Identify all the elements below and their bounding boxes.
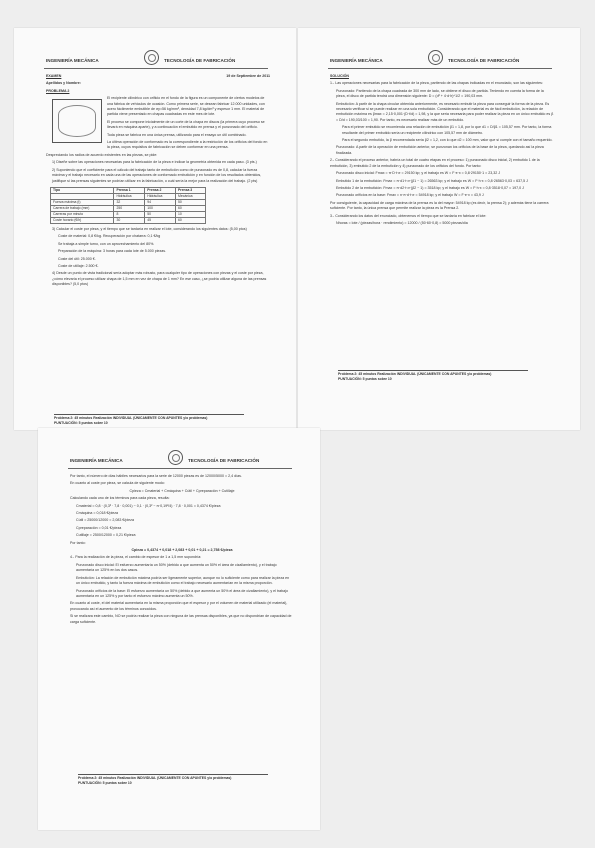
operation-item: Punzonado: A partir de la operación de embutición anterior, se punzonan los orificios de la base de la pieza, quedando así la pieza finalizada. — [336, 145, 544, 155]
university-logo-icon — [144, 50, 159, 65]
header-right: TECNOLOGÍA DE FABRICACIÓN — [448, 58, 520, 63]
table-cell: 60 — [176, 217, 206, 223]
calculation-item: Punzonado disco inicial: Fmax = π·D·t·σ = 29150 kp; y el trabajo es W = F·e·x = 0,8·29150·1 = 23,32 J — [336, 171, 501, 176]
footer-line: Problema 2: 45 minutos Realización INDIVIDUAL (ÚNICAMENTE CON APUNTES y/o problemas) — [54, 414, 244, 421]
name-label: Apellidos y Nombre: — [46, 81, 81, 86]
table-header-cell: Prensa 2 — [145, 187, 176, 193]
cost-item: Se trabaja a simple turno, con un aprovechamiento del 80%. — [58, 241, 155, 246]
question-1: 1) Diseñe sobre las operaciones necesarias para la fabricación de la pieza e indicar la geometría obtenida en cada paso. (3 pts.) — [52, 160, 257, 165]
page-body — [330, 74, 554, 228]
header-rule — [44, 68, 268, 69]
cost-item: Coste de material: 0,8 €/kg. Recuperación por chatarra: 0,1 €/kg — [58, 234, 161, 239]
table-cell: 10 — [176, 211, 206, 217]
table-header-cell: Prensa 3 — [176, 187, 206, 193]
table-cell: 8 — [114, 211, 145, 217]
footer-line: PUNTUACIÓN: 5 puntos sobre 10 — [54, 421, 108, 425]
operation-item: Embutición: A partir de la chapa circular obtenida anteriormente, es necesario embutir la pieza para conseguir la forma de la pieza. Es necesario verificar si se puede realizar en una sola embutición. Considerando que el material es de fácil embutición, la relación de embutición máxima es βmax = 2,15·0,001·(D·t/d) = 1,98, y la que sería necesaria para poder realizar la pieza en un único embutido es β = D/d = 190,03/100 = 1,90. Por tanto, es necesario realizar más de un embutido. — [336, 101, 554, 122]
header-rule — [68, 468, 292, 469]
cylinder-figure — [52, 99, 102, 143]
footer-line: Problema 2: 45 minutos Realización INDIVIDUAL (ÚNICAMENTE CON APUNTES y/o problemas) — [338, 370, 528, 377]
calculation-item: Punzonado orificios en la base: Fmax = n·π·d·t·σ = 54918 kp; y el trabajo W = F·e·x = 43,9 J — [336, 193, 484, 198]
cost-item: Coste de utillaje: 2.500 €. — [58, 263, 99, 268]
table-cell: Fuerza máxima (t) — [51, 199, 114, 205]
page-header — [298, 28, 580, 76]
table-cell: 50 — [176, 199, 206, 205]
header-left: INGENIERÍA MECÁNICA — [46, 58, 99, 63]
press-table — [50, 187, 206, 224]
table-cell: Carrera de trabajo (mm) — [51, 205, 114, 211]
effect-item: Punzonado disco inicial: El esfuerzo aumentaría un 50% (debido a que aumenta un 50% el área de cizallamiento), y el trabajo aumentaría un 125% en los dos casos. — [76, 562, 277, 573]
question-2: 2) Suponiendo que el coeficiente para el cálculo del trabajo tanto de embutición como de punzonado es de 0,8, calcular la fuerza máxima y el trabajo necesario en cada una de las operaciones de conformado embutición y en función de los resultados obtenidos, justifique si las prensas siguientes se podrían utilizar en la fabricación, o cuál sería la mejor para la realización del trabajo. (2 pts) — [52, 167, 262, 183]
table-header-cell: Tipo — [51, 187, 114, 193]
solution-paragraph: 1.- Las operaciones necesarias para la fabricación de la pieza, partiendo de las chapas indicadas en el enunciado, son las siguientes: — [330, 81, 543, 86]
solution-paragraph: 4.- Para la realización de la pieza, el cambio de espesor de 1 a 1,5 mm supondría: — [70, 555, 202, 560]
university-logo-icon — [168, 450, 183, 465]
intro-paragraph: Toda pieza se fabrica en una única prensa, utilizando para el ensayo un útil combinado. — [107, 132, 247, 137]
question-4: 4) Desde un punto de vista tradicional sería adoptar más robusto, para cualquier tipo de operaciones con piezas y el coste por pieza, ¿cómo elevaría el proceso utilizar chapa de 1,5 mm en vez de chapa de 1 mm? En ese caso, ¿se podría utilizar alguna de las prensas disponibles? (5,0 ptos) — [52, 271, 267, 287]
header-left: INGENIERÍA MECÁNICA — [330, 58, 383, 63]
table-header-cell: Prensa 1 — [114, 187, 145, 193]
cost-item: Cutillaje = 2500/12000 = 0,21 €/pieza — [76, 533, 136, 538]
page-footer — [78, 774, 268, 786]
formula: Nhoras = lote / (piezas/hora · rendimiento) = 12000 / (50·60·0,8) = 5000 piezas/día — [336, 220, 468, 225]
question-3: 3) Calcular el coste por pieza, y el tiempo que se tardaría en realizar el lote, considerando los siguientes datos: (5,00 ptos) — [52, 226, 247, 231]
header-right: TECNOLOGÍA DE FABRICACIÓN — [164, 58, 236, 63]
cost-item: Preparación de la máquina: 3 horas para cada lote de 5.000 piezas. — [58, 249, 167, 254]
intro-paragraph: Despreciando los radios de acuerdo existentes en las piezas, se pide: — [46, 152, 158, 157]
solution-paragraph: En cuanto al coste, el del material aumentaría en la misma proporción que el espesor y por el volumen de material utilizado (el material), provocando así el aumento de los términos conocidos. — [70, 601, 288, 611]
exam-page-1 — [14, 28, 296, 430]
table-cell: Hidráulica — [114, 193, 145, 199]
table-cell: 60 — [176, 205, 206, 211]
cost-item: Cmáquina = 0,018 €/pieza — [76, 511, 119, 516]
formula: Cpieza = 0,4374 + 0,018 + 2,083 + 0,01 + 0,21 = 2,758 €/pieza — [131, 548, 233, 553]
table-cell: Hidráulica — [145, 193, 176, 199]
operation-item: Para el primer embutido se recomienda una relación de embutición β1 = 1,8, por lo que d1 = D/β1 = 105,57 mm. Por tanto, la forma resultante del primer embutido sería un recipiente cilíndrico con 105,57 mm de diámetro. — [342, 125, 552, 135]
exam-date: 19 de Septiembre de 2011 — [226, 74, 270, 78]
page-header — [38, 428, 320, 476]
page-header — [14, 28, 296, 76]
footer-line: PUNTUACIÓN: 5 puntos sobre 10 — [338, 377, 392, 381]
solution-paragraph: Por tanto: — [70, 540, 86, 545]
table-cell: 32 — [114, 199, 145, 205]
calculation-item: Embutido 2 de la embutición: Fmax = π·d2·t·σ·(β2 − 1) = 3518 kp; y el trabajo es W = F·h·x = 0,8·3518·0,07 = 197,0 J — [336, 185, 524, 190]
calculation-item: Embutido 1 de la embutición: Fmax = π·d1·t·σ·(β1 − 1) = 26563 kp; y el trabajo es W = F·h·x = 0,8·26563·0,03 = 637,5 J — [336, 178, 528, 183]
cost-item: Cmaterial = 0,8 · (0,3² · 7,8 · 0,001) − 0,1 · (0,3² − π·0,19²/4) · 7,8 · 0,001 = 0,4374 €/pieza — [76, 503, 221, 508]
solution-paragraph: Por tanto, el número de días hábiles necesarios para la serie de 12000 piezas es de 12000/5000 = 2,4 días. — [70, 474, 242, 478]
table-cell: Mecánica — [176, 193, 206, 199]
solution-paragraph: 3.- Considerando los datos del enunciado, obtenemos el tiempo que se tardaría en fabricar el lote: — [330, 213, 487, 218]
solution-paragraph: 2.- Considerando el proceso anterior, habría un total de cuatro etapas en el proceso: 1) punzonado disco inicial, 2) embutido 1 de la embutición, 3) embutido 2 de la embutición y 4) punzonado de los orificios del fondo. Por tanto: — [330, 158, 540, 168]
page-footer — [338, 370, 528, 382]
operation-item: Punzonado: Partiendo de la chapa cuadrada de 300 mm de lado, se obtiene el disco de partida. Teniendo en cuenta la forma de la pieza, el disco de partida tendrá una dimensión siguiente: D = (d² + 4·d·h)^1/2 = 190,03 mm. — [336, 88, 544, 99]
table-cell: Carreras por minuto — [51, 211, 114, 217]
cost-item: Cútil = 25000/12000 = 2,083 €/pieza — [76, 518, 134, 523]
intro-paragraph: El recipiente cilíndrico con orificio en el fondo de la figura es un componente de ciertos modelos de una fábrica de vehículos de ocasión. Como primera serie, se desean fabricar 12.000 unidades, con acero fácilmente embutible de σy=56 kg/mm², densidad 7,8 kg/dm³ y espesor 1 mm. El material de partida viene presentado en chapas cuadradas en este mes de lote. — [107, 96, 265, 117]
table-cell: Coste horario (€/h) — [51, 217, 114, 223]
effect-item: Embutición: La relación de embutición máxima podría ser ligeramente superior, aunque no lo suficiente como para realizar la pieza en un único embutido, y tanto la fuerza máxima de embutición como el trabajo necesario aumentarían en la misma proporción. — [76, 575, 290, 586]
solution-paragraph: Calculando cada uno de los términos para cada pieza, resulta: — [70, 496, 170, 501]
operation-item: Para el segundo embutido, la β recomendada sería β2 = 1,2, con lo que d2 = 100 mm, valor que sí cumple con el tamaño requerido. — [342, 138, 553, 143]
table-cell: 50 — [145, 211, 176, 217]
header-rule — [328, 68, 552, 69]
page-body — [70, 474, 294, 627]
exam-page-3 — [38, 428, 320, 830]
cost-item: Coste del útil: 25.000 €. — [58, 256, 96, 261]
solution-paragraph: En cuanto al coste por pieza, se calcula de siguiente modo: — [70, 481, 165, 486]
cost-item: Cpreparación = 0,01 €/pieza — [76, 525, 122, 530]
header-left: INGENIERÍA MECÁNICA — [70, 458, 123, 463]
exam-label: EXAMEN — [46, 74, 62, 78]
solution-paragraph: Si se realizara este cambio, NO se podría realizar la pieza con ninguna de las prensas disponibles, ya que no dispondrían de capacidad de carga suficiente. — [70, 614, 292, 624]
table-row — [51, 217, 206, 223]
table-cell: 30 — [114, 217, 145, 223]
exam-page-2 — [298, 28, 580, 430]
solution-paragraph: Por consiguiente, la capacidad de carga máxima de la prensa es la del mayor: 54918 kp (es decir, la prensa 2); y además tiene la carrera suficiente. Por tanto, la única prensa que permite realizar la pieza es la Prensa 2. — [330, 200, 549, 211]
table-cell: 45 — [145, 217, 176, 223]
header-right: TECNOLOGÍA DE FABRICACIÓN — [188, 458, 260, 463]
footer-line: PUNTUACIÓN: 5 puntos sobre 10 — [78, 781, 132, 785]
university-logo-icon — [428, 50, 443, 65]
intro-paragraph: El proceso se compone inicialmente de un corte de la chapa en discos (la primera cuyo proceso se llevará en máquina aparte), y a continuación el embutido en prensa y el punzonado del orificio. — [107, 119, 265, 130]
problem-title: PROBLEMA 2 — [46, 88, 70, 93]
page-footer — [54, 414, 244, 426]
table-cell: 250 — [114, 205, 145, 211]
section-title: SOLUCIÓN — [330, 74, 349, 78]
footer-line: Problema 2: 45 minutos Realización INDIVIDUAL (ÚNICAMENTE CON APUNTES y/o problemas) — [78, 774, 268, 781]
table-cell: 100 — [145, 205, 176, 211]
effect-item: Punzonado orificios de la base: El esfuerzo aumentaría un 50% (debido a que aumenta un 50% el área de cizallamiento), y el trabajo aumentaría en un 125% y por tanto el esfuerzo máximo aumenta un 50%. — [76, 588, 288, 598]
formula: Cpieza = Cmaterial + Cmáquina + Cútil + Cpreparación + Cutillaje — [129, 488, 235, 493]
page-body — [46, 74, 270, 290]
intro-paragraph: La última operación de conformado es la correspondiente a la restricción de los orificios del fondo en la pieza, cuyos requisitos de fabricación se deben conformar en una prensa. — [107, 140, 268, 150]
table-cell: 94 — [145, 199, 176, 205]
